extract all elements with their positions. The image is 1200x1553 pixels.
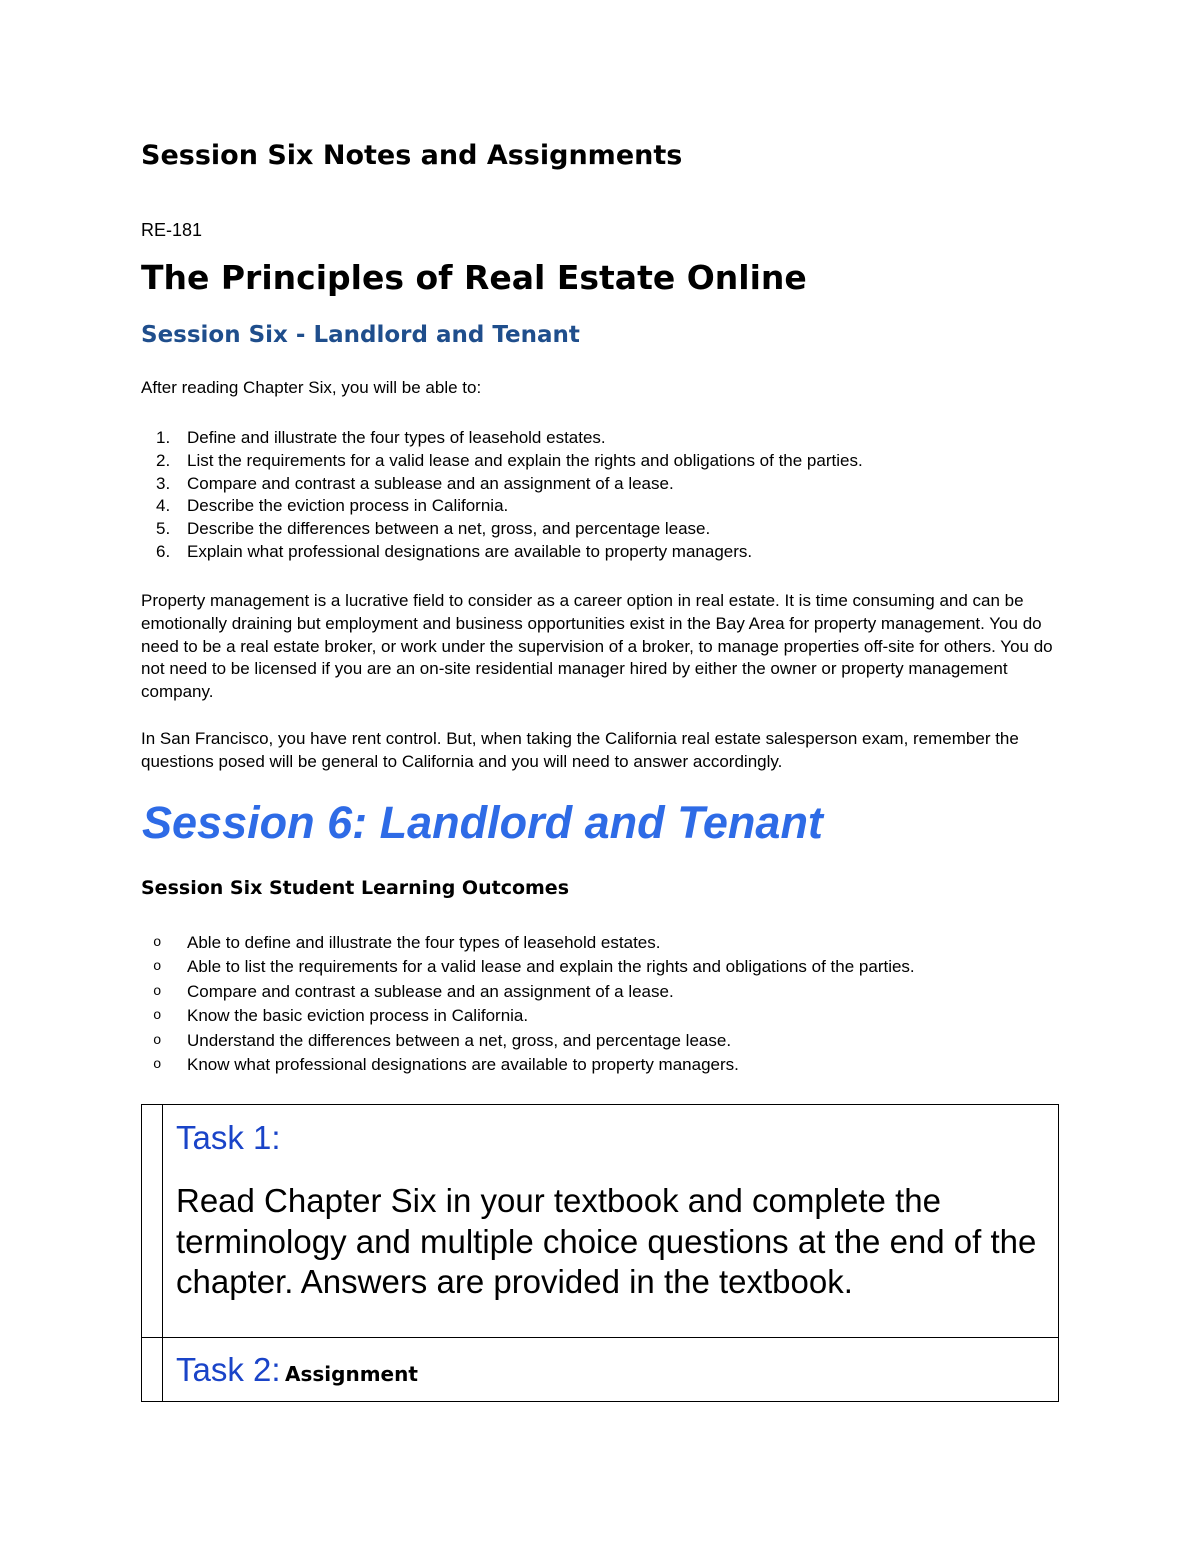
bullet-icon: o [153, 1057, 162, 1074]
outcome-text: Know what professional designations are available to property managers. [187, 1055, 739, 1075]
objective-item [141, 473, 863, 496]
document-title: Session Six Notes and Assignments [141, 140, 683, 171]
table-left-border [141, 1105, 142, 1401]
task-1-description: Read Chapter Six in your textbook and complete the terminology and multiple choice questions at the end of the chapter. Answers are provided in the textbook. [176, 1182, 1037, 1300]
property-management-paragraph: Property management is a lucrative field to consider as a career option in real estate. It is time consuming and can be emotionally draining but employment and business opportunities exist in the Bay Area for property management. You do need to be a real estate broker, or work under the supervision of a broker, to manage properties off-site for others. You do not need to be licensed if you are an on-site residential manager hired by either the owner or property management company. [141, 591, 1053, 702]
task-2-label: Task 2: [176, 1351, 281, 1388]
outcome-item [141, 955, 915, 979]
objective-number: 3. [156, 473, 171, 493]
intro-text: After reading Chapter Six, you will be able to: [141, 378, 482, 397]
objective-text: Explain what professional designations are available to property managers. [187, 541, 753, 561]
rent-control-paragraph: In San Francisco, you have rent control. But, when taking the California real estate salesperson exam, remember the questions posed will be general to California and you will need to answer accordingly. [141, 729, 1019, 771]
outcome-text: Able to define and illustrate the four types of leasehold estates. [187, 933, 661, 952]
course-code: RE-181 [141, 220, 203, 240]
outcome-text: Know the basic eviction process in California. [187, 1006, 529, 1026]
bullet-icon: o [153, 959, 162, 976]
objective-number: 2. [156, 450, 171, 470]
objective-text: Describe the differences between a net, gross, and percentage lease. [187, 519, 711, 539]
objective-number: 4. [156, 496, 171, 516]
table-row-divider [141, 1337, 1058, 1338]
objective-text: List the requirements for a valid lease and explain the rights and obligations of the parties. [187, 450, 863, 470]
outcome-text: Understand the differences between a net, gross, and percentage lease. [187, 1030, 732, 1050]
outcome-item [141, 1029, 915, 1053]
learning-outcomes-list [141, 931, 915, 1077]
objective-number: 1. [156, 428, 171, 447]
task-table [141, 1104, 1059, 1402]
course-title: The Principles of Real Estate Online [141, 258, 807, 297]
objective-item [141, 450, 863, 473]
bullet-icon: o [153, 983, 162, 1000]
outcome-item [141, 1004, 915, 1028]
table-column-divider [162, 1105, 163, 1401]
objective-text: Describe the eviction process in California. [187, 496, 509, 516]
bullet-icon: o [153, 1032, 162, 1049]
outcome-text: Compare and contrast a sublease and an assignment of a lease. [187, 981, 674, 1001]
outcome-item [141, 931, 915, 955]
objectives-list [141, 427, 863, 564]
objective-item [141, 495, 863, 518]
objective-number: 6. [156, 541, 171, 561]
objective-item [141, 427, 863, 450]
outcome-item [141, 1053, 915, 1077]
outcome-text: Able to list the requirements for a valid lease and explain the rights and obligations of the parties. [187, 957, 915, 977]
objective-item [141, 541, 863, 564]
session-heading: Session 6: Landlord and Tenant [142, 797, 823, 848]
bullet-icon: o [153, 1008, 162, 1025]
objective-item [141, 518, 863, 541]
objective-text: Compare and contrast a sublease and an assignment of a lease. [187, 473, 674, 493]
task-1-label: Task 1: [176, 1119, 281, 1156]
learning-outcomes-heading: Session Six Student Learning Outcomes [141, 877, 570, 899]
task-2-row [176, 1351, 418, 1389]
outcome-item [141, 980, 915, 1004]
session-subtitle: Session Six - Landlord and Tenant [141, 322, 580, 348]
bullet-icon: o [153, 935, 162, 951]
task-2-assignment: Assignment [285, 1362, 418, 1386]
objective-text: Define and illustrate the four types of leasehold estates. [187, 428, 606, 447]
objective-number: 5. [156, 519, 171, 539]
